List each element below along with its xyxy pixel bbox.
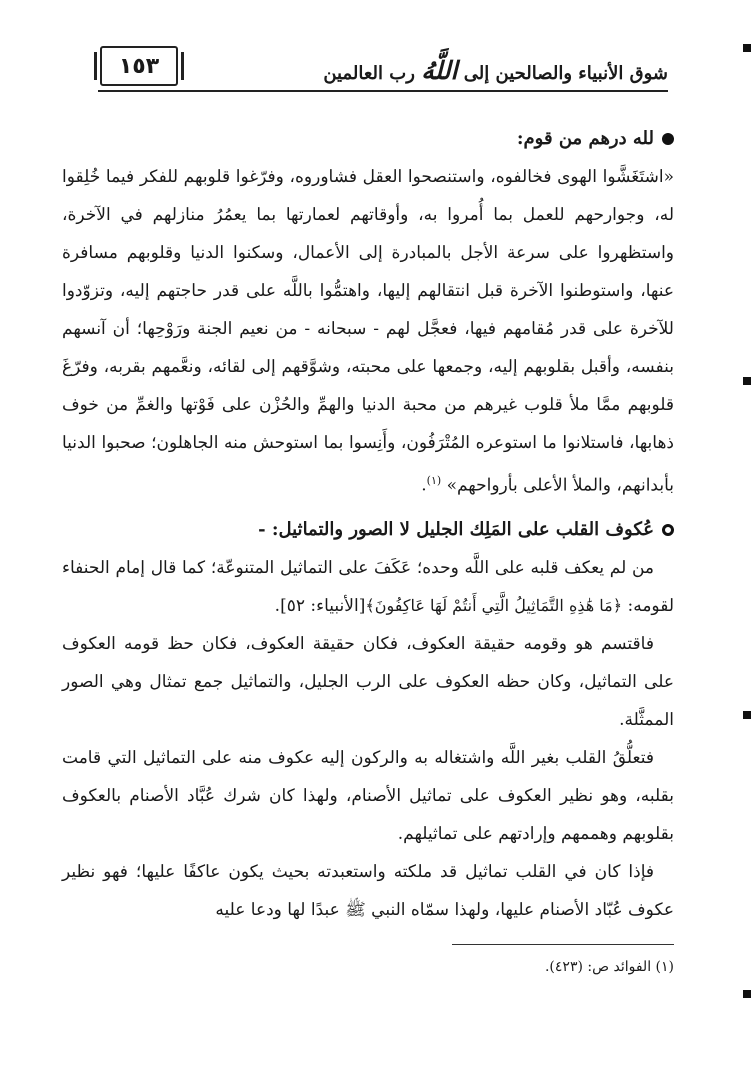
footnote-rule [452, 944, 674, 945]
paragraph: «اشتَغَشَّوا الهوى فخالفوه، واستنصحوا العقل فشاوروه، وفرّغوا قلوبهم للفكر فيما خُلِقوا له، وجوارحهم للعمل بما أُمروا به، وأوقاتهم لعمارتها بما يعمُرُ منازلهم في الآخرة، واستظهروا على سرعة الأجل بالمبادرة إلى الأعمال، وسكنوا الدنيا وقلوبهم مسافرة عنها، واستوطنوا الآخرة قبل انتقالهم إليها، واهتمُّوا باللَّه على قدر حاجتهم إليه، وتزوّدوا للآخرة على قدر مُقامهم فيها، فعجَّل لهم - سبحانه - من نعيم الجنة ورَوْحِها؛ أن آنسهم بنفسه، وأقبل بقلوبهم إليه، وجمعها على محبته، وشوَّقهم إلى لقائه، ونعَّمهم بقربه، وفرّغَ قلوبهم ممَّا ملأ قلوب غيرهم من محبة الدنيا والهمِّ والحُزْن على فَوْتها والغمِّ من خوف ذهابها، فاستلانوا ما استوعره المُتْرَفُون، وأَنِسوا بما استوحش منه الجاهلون؛ صحبوا الدنيا بأبدانهم، والملأ الأعلى بأرواحهم» $^{(١)}$. [62, 167, 674, 496]
footnote: (١) الفوائد ص: (٤٢٣). [544, 959, 674, 975]
paragraph-text: فتعلُّقُ القلب بغير اللَّه واشتغاله به والركون إليه عكوف منه على التماثيل التي قامت بقلبه، وهو نظير العكوف على تماثيل الأصنام، ولهذا كان شرك عُبَّاد الأصنام بالعكوف بقلوبهم وهممهم وإرادتهم على تماثيلهم. [62, 747, 674, 844]
section-heading [62, 511, 674, 549]
running-title [323, 56, 668, 85]
section-heading [62, 120, 674, 158]
paragraph-text: فاقتسم هو وقومه حقيقة العكوف، فكان حقيقة العكوف، فكان حظ قومه العكوف على التماثيل، وكان حظه العكوف على الرب الجليل، والتماثيل جمع تمثال وهي الصور الممثَّلة. [62, 633, 674, 730]
paragraph-text: فإذا كان في القلب تماثيل قد ملكته واستعبدته بحيث يكون عاكفًا عليها؛ فهو نظير عكوف عُبّاد الأصنام عليها، ولهذا سمّاه النبي ﷺ عبدًا لها ودعا عليه [62, 861, 674, 920]
page-number: ١٥٣ [118, 53, 160, 79]
quran-verse: ﴿مَا هَٰذِهِ التَّمَاثِيلُ الَّتِي أَنتُمْ لَهَا عَاكِفُونَ﴾ [365, 595, 623, 615]
running-title-allah: اللَّهُ [421, 56, 458, 85]
footnote-ref: (١) [426, 474, 442, 487]
quran-reference: [الأنبياء: ٥٢]. [274, 595, 366, 616]
margin-mark [743, 44, 751, 52]
running-title-before: شوق الأنبياء والصالحين إلى [463, 63, 668, 84]
header-rule [98, 90, 668, 92]
paragraph-text: «اشتَغَشَّوا الهوى فخالفوه، واستنصحوا العقل فشاوروه، وفرّغوا قلوبهم للفكر فيما خُلِقوا له، وجوارحهم للعمل بما أُمروا به، وأوقاتهم لعمارتها بما يعمُرُ منازلهم في الآخرة، واستظهروا على سرعة الأجل بالمبادرة إلى الأعمال، وسكنوا الدنيا وقلوبهم مسافرة عنها، واستوطنوا الآخرة قبل انتقالهم إليها، واهتمُّوا باللَّه على قدر حاجتهم إليه، وتزوّدوا للآخرة على قدر مُقامهم فيها، فعجَّل لهم - سبحانه - من نعيم الجنة ورَوْحِها؛ أن آنسهم بنفسه، وأقبل بقلوبهم إليه، وجمعها على محبته، وشوَّقهم إلى لقائه، ونعَّمهم بقربه، وفرّغَ قلوبهم ممَّا ملأ قلوب غيرهم من محبة الدنيا والهمِّ والحُزْن على فَوْتها والغمِّ من خوف ذهابها، فاستلانوا ما استوعره المُتْرَفُون، وأَنِسوا بما استوحش منه الجاهلون؛ صحبوا الدنيا بأبدانهم، والملأ الأعلى بأرواحهم» [62, 167, 674, 496]
bullet-icon [662, 133, 674, 145]
body-text [62, 114, 674, 929]
page-number-box [100, 46, 178, 86]
margin-mark [743, 711, 751, 719]
margin-mark [743, 990, 751, 998]
paragraph [62, 853, 674, 929]
paragraph-text: من لم يعكف قلبه على اللَّه وحده؛ عَكَفَ على التماثيل المتنوعّة؛ كما قال إمام الحنفاء لقومه: [62, 557, 674, 616]
paragraph [62, 549, 674, 625]
margin-mark [743, 377, 751, 385]
paragraph [62, 739, 674, 853]
running-title-after: رب العالمين [323, 63, 415, 84]
page-header [64, 40, 668, 92]
ring-bullet-icon [662, 524, 674, 536]
paragraph [62, 625, 674, 739]
section-heading-text: لله درهم من قوم: [516, 128, 654, 149]
section-heading-text: عُكوف القلب على المَلِك الجليل لا الصور والتماثيل: - [258, 518, 654, 540]
